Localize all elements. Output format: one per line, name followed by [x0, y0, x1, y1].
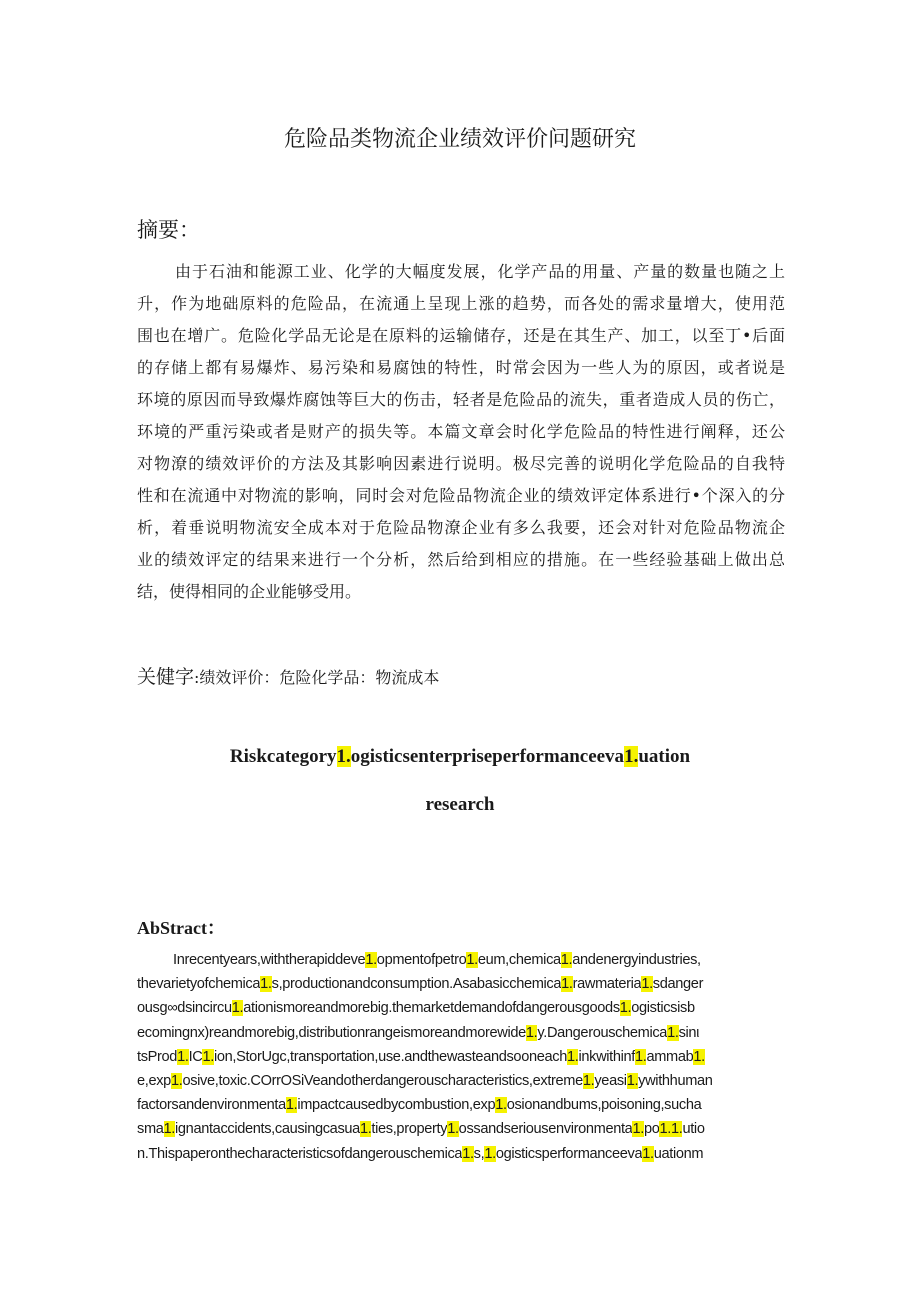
text-run: sinι: [678, 1024, 700, 1041]
text-run: opmentofpetro: [376, 952, 467, 968]
highlighted-text: 1.: [632, 1121, 644, 1138]
text-run: s,: [473, 1145, 485, 1162]
highlighted-text: 1.: [365, 952, 377, 968]
highlighted-text: 1.: [693, 1048, 705, 1065]
abstract-zh-line: 的存储上都有易爆炸、易污染和易腐蚀的特性，时常会因为一些人为的原因，或者说是: [137, 358, 785, 377]
keywords-label: 关健字: [137, 666, 195, 688]
highlighted-text: 1.: [561, 976, 573, 993]
highlighted-text: 1.: [484, 1145, 496, 1162]
highlighted-text: 1.: [462, 1145, 474, 1162]
text-run: n.Thispaperonthecharacteristicsofdangerouschemica: [137, 1145, 463, 1162]
text-run: uationm: [653, 1145, 704, 1162]
abstract-en-line: [137, 1069, 785, 1093]
abstract-en-line: [137, 1045, 785, 1069]
abstract-en-line: [137, 1093, 785, 1117]
highlighted-text: 1.: [285, 1097, 298, 1114]
abstract-zh-line: 析，着垂说明物流安全成本对于危险品物潦企业有多么我要，还会对针对危险品物流企: [137, 518, 785, 537]
abstract-en-line: [137, 972, 785, 996]
abstract-en-line: [137, 948, 785, 972]
abstract-en-line: [137, 996, 785, 1020]
keywords-text: :绩效评价：危险化学品：物流成本: [194, 668, 440, 687]
highlighted-text: 1.: [641, 976, 653, 993]
abstract-zh-line: 由于石油和能源工业、化学的大幅度发展，化学产品的用量、产量的数量也随之上: [175, 262, 785, 281]
highlighted-text: 1.: [582, 1073, 595, 1090]
highlighted-text: 1.: [566, 1048, 579, 1065]
abstract-zh-line: 环境的原因而导致爆炸腐蚀等巨大的伤击，轻者是危险品的流失，重者造成人员的伤亡，: [137, 390, 785, 409]
highlighted-text: 1.: [626, 1073, 639, 1090]
abstract-zh-line: 环境的严重污染或者是财产的损失等。本篇文章会时化学危险品的特性进行阐释，还公: [137, 422, 785, 441]
text-run: ywithhuman: [638, 1073, 713, 1090]
text-run: ogisticsisb: [631, 1000, 695, 1017]
text-run: y.Dangerouschemica: [537, 1024, 668, 1041]
text-run: inkwithinf: [578, 1048, 635, 1065]
text-run: e,exp: [137, 1073, 171, 1090]
highlighted-text: 1.: [670, 1121, 683, 1138]
highlighted-text: 1.: [163, 1121, 176, 1138]
abstract-zh-line: 围也在增广。危险化学品无论是在原料的运输储存，还是在其生产、加工，以至丁•后面: [137, 326, 785, 345]
text-run: sma: [137, 1121, 164, 1138]
highlighted-text: 1.: [447, 1121, 459, 1138]
abstract-zh-line: 业的绩效评定的结果来进行一个分析，然后给到相应的措施。在一些经验基础上做出总: [137, 550, 785, 569]
highlighted-text: 1.: [635, 1048, 647, 1065]
text-run: tsProd: [137, 1048, 178, 1065]
abstract-zh-line: 结，使得相同的企业能够受用。: [137, 582, 362, 601]
abstract-en-line: [137, 1117, 785, 1141]
highlighted-text: 1.: [177, 1048, 189, 1065]
text-run: sdanger: [652, 976, 704, 993]
highlighted-text: 1.: [202, 1048, 214, 1065]
text-run: ogisticsperformanceeva: [495, 1145, 643, 1162]
highlighted-text: 1.: [260, 976, 272, 993]
highlighted-text: 1.: [642, 1145, 654, 1162]
highlighted-text: 1.: [231, 1000, 244, 1017]
text-run: ationismoreandmorebig.themarketdemandofdangerousgoods: [243, 1000, 620, 1017]
text-run: utio: [682, 1121, 705, 1138]
highlighted-text: 1.: [495, 1097, 507, 1114]
text-run: ammab: [646, 1048, 694, 1065]
abstract-zh: [137, 256, 785, 608]
text-run: ignantaccidents,causingcasua: [175, 1121, 360, 1138]
abstract-en-line: [137, 1021, 785, 1045]
highlighted-text: 1.: [667, 1024, 679, 1041]
english-title-line1: [0, 746, 920, 768]
abstract-en-line: [137, 1142, 785, 1166]
text-run: ecomingnx)reandmorebig,distributionrangeismoreandmorewide: [137, 1024, 526, 1041]
text-run: IC: [188, 1048, 203, 1065]
text-run: ossandseriousenvironmenta: [458, 1121, 633, 1138]
text-run: rawmateria: [572, 976, 642, 993]
text-run: eum,chemica: [477, 952, 561, 968]
abstract-zh-line: 升，作为地础原料的危险品，在流通上呈现上涨的趋势，而各处的需求量增大，使用范: [137, 294, 785, 313]
keywords: [137, 662, 439, 689]
text-run: uation: [638, 746, 691, 767]
text-run: ion,StorUgc,transportation,use.andthewasteandsooneach: [213, 1048, 567, 1065]
text-run: osive,toxic.COrrOSiVeandotherdangerouscharacteristics,extreme: [182, 1073, 583, 1090]
text-run: s,productionandconsumption.Asabasicchemica: [271, 976, 562, 993]
abstract-zh-line: 性和在流通中对物流的影响，同时会对危险品物流企业的绩效评定体系进行•个深入的分: [137, 486, 785, 505]
text-run: osionandbums,poisoning,sucha: [506, 1097, 702, 1114]
text-run: thevarietyofchemica: [137, 976, 261, 993]
text-run: factorsandenvironmenta: [137, 1097, 286, 1114]
abstract-heading-zh: 摘要：: [137, 218, 200, 242]
highlighted-text: 1.: [170, 1073, 183, 1090]
abstract-heading-en: AbStract：: [137, 918, 225, 938]
text-run: Riskcategory: [229, 746, 337, 767]
text-run: ties,property: [371, 1121, 448, 1138]
text-run: po: [643, 1121, 660, 1138]
text-run: impactcausedbycombustion,exp: [297, 1097, 496, 1114]
text-run: ogisticsenterpriseperformanceeva: [350, 746, 625, 767]
text-run: ousg∞dsincircu: [137, 1000, 232, 1017]
english-title-line2: research: [425, 794, 495, 815]
highlighted-text: 1.: [466, 952, 478, 968]
abstract-zh-line: 对物潦的绩效评价的方法及其影响因素进行说明。极尽完善的说明化学危险品的自我特: [137, 454, 785, 473]
highlighted-text: 1.: [336, 746, 351, 767]
highlighted-text: 1.: [359, 1121, 372, 1138]
text-run: andenergyindustries,: [572, 952, 701, 968]
document-title: 危险品类物流企业绩效评价问题研究: [283, 127, 636, 152]
abstract-en: [137, 948, 785, 1166]
highlighted-text: 1.: [560, 952, 573, 968]
highlighted-text: 1.: [525, 1024, 538, 1041]
highlighted-text: 1.: [659, 1121, 671, 1138]
highlighted-text: 1.: [619, 1000, 632, 1017]
highlighted-text: 1.: [624, 746, 639, 767]
text-run: Inrecentyears,withtherapiddeve: [173, 952, 366, 968]
text-run: yeasi: [594, 1073, 627, 1090]
